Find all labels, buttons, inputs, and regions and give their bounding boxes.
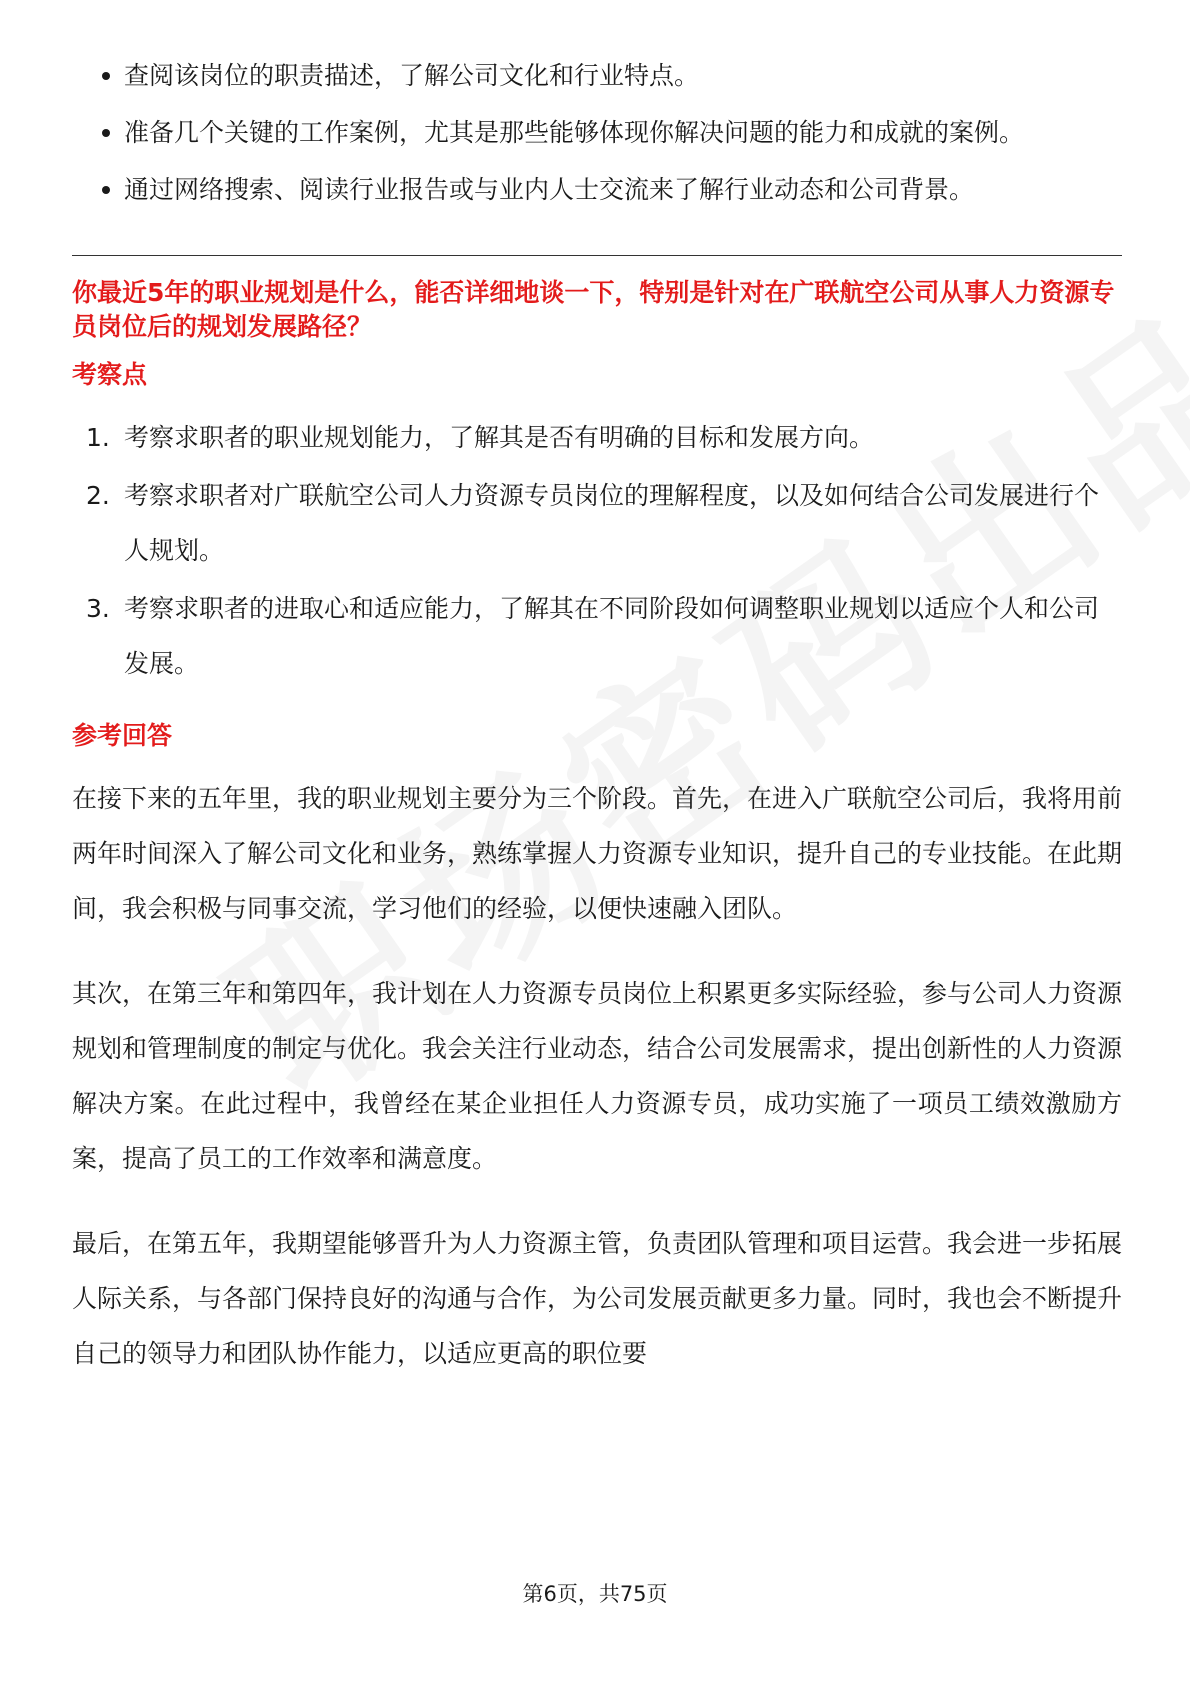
bullet-text: 通过网络搜索、阅读行业报告或与业内人士交流来了解行业动态和公司背景。 <box>124 175 975 204</box>
item-number: 1. <box>86 423 110 452</box>
bullet-text: 查阅该岗位的职责描述，了解公司文化和行业特点。 <box>124 61 700 90</box>
assessment-title: 考察点 <box>72 360 148 389</box>
item-number: 3. <box>86 594 110 623</box>
bullet-dot-icon <box>102 186 110 194</box>
list-item <box>72 581 1122 691</box>
list-item <box>72 48 1122 103</box>
answer-title: 参考回答 <box>72 721 173 750</box>
page-number-footer: 第6页，共75页 <box>522 1582 668 1606</box>
list-item <box>72 162 1122 217</box>
answer-paragraph: 其次，在第三年和第四年，我计划在人力资源专员岗位上积累更多实际经验，参与公司人力资源规划和管理制度的制定与优化。我会关注行业动态，结合公司发展需求，提出创新性的人力资源解决方案。在此过程中，我曾经在某企业担任人力资源专员，成功实施了一项员工绩效激励方案，提高了员工的工作效率和满意度。 <box>72 979 1123 1173</box>
bullet-dot-icon <box>102 129 110 137</box>
item-text: 考察求职者的进取心和适应能力，了解其在不同阶段如何调整职业规划以适应个人和公司发展。 <box>124 594 1100 678</box>
item-text: 考察求职者的职业规划能力，了解其是否有明确的目标和发展方向。 <box>124 423 875 452</box>
interview-question: 你最近5年的职业规划是什么，能否详细地谈一下，特别是针对在广联航空公司从事人力资源专员岗位后的规划发展路径？ <box>72 278 1115 341</box>
list-item <box>72 105 1122 160</box>
bullet-dot-icon <box>102 72 110 80</box>
list-item <box>72 468 1122 578</box>
section-divider <box>72 255 1122 256</box>
answer-paragraph: 在接下来的五年里，我的职业规划主要分为三个阶段。首先，在进入广联航空公司后，我将用前两年时间深入了解公司文化和业务，熟练掌握人力资源专业知识，提升自己的专业技能。在此期间，我会积极与同事交流，学习他们的经验，以便快速融入团队。 <box>72 784 1123 923</box>
list-item <box>72 410 1122 465</box>
bullet-text: 准备几个关键的工作案例，尤其是那些能够体现你解决问题的能力和成就的案例。 <box>124 118 1025 147</box>
item-number: 2. <box>86 481 110 510</box>
item-text: 考察求职者对广联航空公司人力资源专员岗位的理解程度，以及如何结合公司发展进行个人规划。 <box>124 481 1100 565</box>
assessment-list <box>72 410 1122 691</box>
answer-paragraph: 最后，在第五年，我期望能够晋升为人力资源主管，负责团队管理和项目运营。我会进一步拓展人际关系，与各部门保持良好的沟通与合作，为公司发展贡献更多力量。同时，我也会不断提升自己的领导力和团队协作能力，以适应更高的职位要 <box>72 1229 1123 1368</box>
page-content <box>72 48 1122 1411</box>
prep-bullet-list <box>72 48 1122 217</box>
